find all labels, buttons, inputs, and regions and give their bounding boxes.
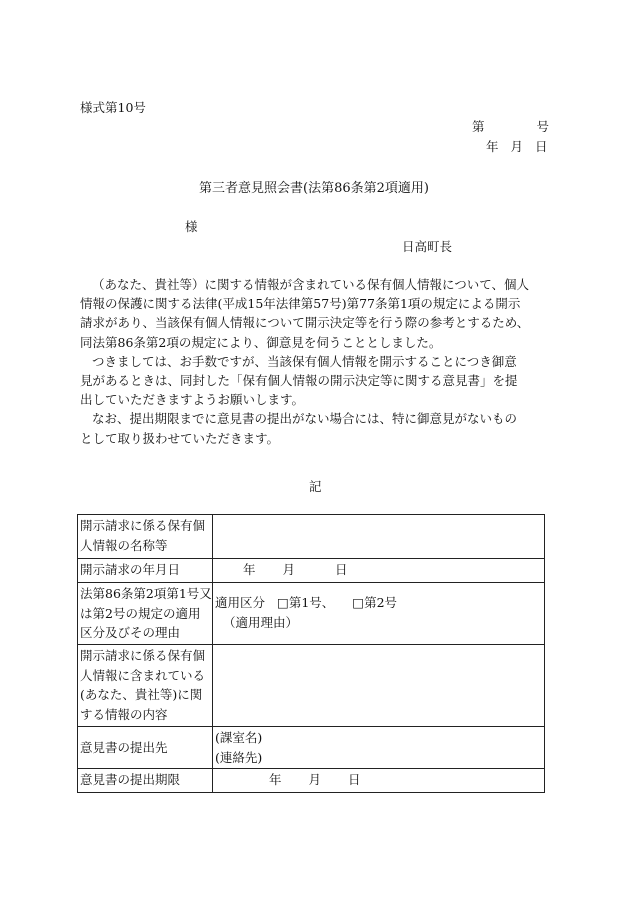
body-line: 情報の保護に関する法律(平成15年法律第57号)第77条第1項の規定による開示 <box>80 296 521 312</box>
label-document-name: 開示請求に係る保有個 人情報の名称等 <box>78 515 213 559</box>
label-submission-destination: 意見書の提出先 <box>78 727 213 769</box>
body-line: 請求があり、当該保有個人情報について開示決定等を行う際の参考とするため、 <box>80 315 530 331</box>
body-line: 見があるときは、同封した「保有個人情報の開示決定等に関する意見書」を提 <box>80 373 518 389</box>
document-number <box>472 117 549 135</box>
sender: 日高町長 <box>402 239 453 254</box>
body-line: なお、提出期限までに意見書の提出がない場合には、特に御意見がないもの <box>92 411 518 427</box>
checkbox-item-1[interactable]: □第1号、 <box>277 595 335 610</box>
value-request-date: 年 月 日 <box>213 559 545 583</box>
body-line: 同法第86条第2項の規定により、御意見を伺うこととしました。 <box>80 334 442 350</box>
value-information-content <box>213 645 545 727</box>
body-line: として取り扱わせていただきます。 <box>80 430 280 446</box>
document-title: 第三者意見照会書(法第86条第2項適用) <box>199 181 429 196</box>
opinion-table <box>77 514 545 793</box>
body-line: 出していただきますようお願いします。 <box>80 392 305 408</box>
date-day: 日 <box>535 139 548 154</box>
date-month: 月 <box>510 139 524 154</box>
label-information-content: 開示請求に係る保有個 人情報に含まれている (あなた、貴社等)に関 する情報の内容 <box>78 645 213 727</box>
document-date <box>486 137 548 155</box>
ki-heading: 記 <box>309 479 322 494</box>
department-label: (課室名) <box>215 730 263 745</box>
contact-label: (連絡先) <box>215 749 263 765</box>
label-submission-deadline: 意見書の提出期限 <box>78 769 213 793</box>
body-line: （あなた、貴社等）に関する情報が含まれている保有個人情報について、個人 <box>92 277 530 292</box>
table-row <box>78 559 545 583</box>
checkbox-item-2[interactable]: □第2号 <box>352 595 398 610</box>
table-row <box>78 645 545 727</box>
table-row <box>78 583 545 645</box>
reason-label: （適用理由） <box>223 614 299 630</box>
label-request-date: 開示請求の年月日 <box>78 559 213 583</box>
table-row <box>78 769 545 793</box>
value-submission-deadline: 年 月 日 <box>213 769 545 793</box>
doc-number-suffix: 号 <box>536 119 550 134</box>
label-applicable-category: 法第86条第2項第1号又 は第2号の規定の適用 区分及びその理由 <box>78 583 213 645</box>
value-applicable-category <box>213 583 545 645</box>
value-document-name <box>213 515 545 559</box>
value-submission-destination <box>213 727 545 769</box>
doc-number-prefix: 第 <box>472 119 485 134</box>
table-row <box>78 727 545 769</box>
body-line: つきましては、お手数ですが、当該保有個人情報を開示することにつき御意 <box>92 353 517 369</box>
date-year: 年 <box>486 139 499 154</box>
addressee: 様 <box>185 219 198 234</box>
form-number: 様式第10号 <box>80 100 146 115</box>
body-text <box>80 275 550 448</box>
category-label: 適用区分 <box>215 595 266 610</box>
table-row <box>78 515 545 559</box>
